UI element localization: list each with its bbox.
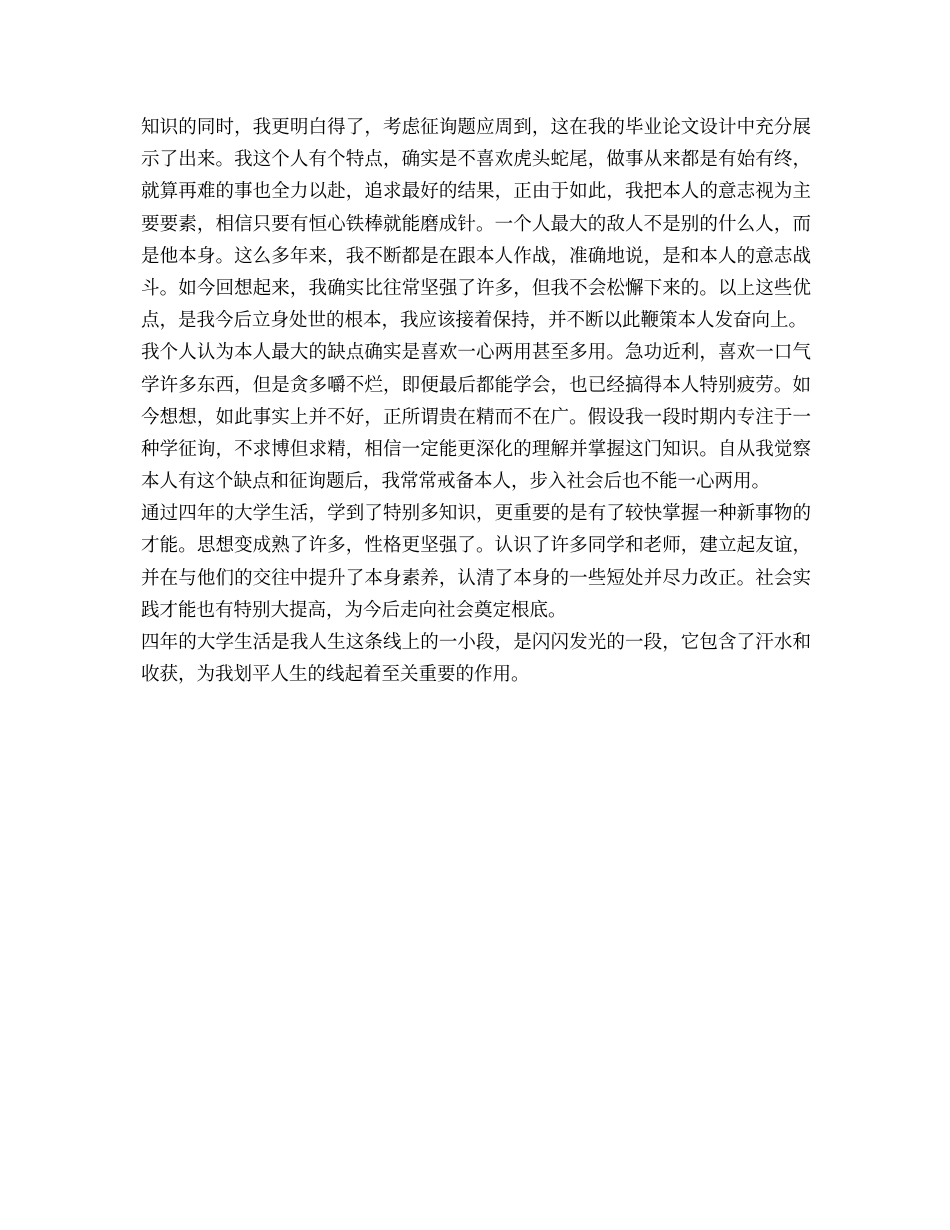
- text-line: 践才能也有特别大提高，为今后走向社会奠定根底。: [141, 599, 567, 621]
- paragraph-1: [141, 112, 811, 337]
- text-line: 示了出来。我这个人有个特点，确实是不喜欢虎头蛇尾，做事从来都是有始有终，: [141, 149, 811, 171]
- paragraph-2: [141, 337, 811, 498]
- text-line: 学许多东西，但是贪多嚼不烂，即便最后都能学会，也已经搞得本人特别疲劳。如: [141, 374, 811, 396]
- text-line: 就算再难的事也全力以赴，追求最好的结果，正由于如此，我把本人的意志视为主: [141, 181, 811, 203]
- text-line: 本人有这个缺点和征询题后，我常常戒备本人，步入社会后也不能一心两用。: [141, 471, 771, 493]
- text-line: 要要素，相信只要有恒心铁棒就能磨成针。一个人最大的敌人不是别的什么人，而: [141, 213, 811, 235]
- text-line: 收获，为我划平人生的线起着至关重要的作用。: [141, 664, 530, 686]
- text-line: 并在与他们的交往中提升了本身素养，认清了本身的一些短处并尽力改正。社会实: [141, 567, 811, 589]
- text-line: 我个人认为本人最大的缺点确实是喜欢一心两用甚至多用。急功近利，喜欢一口气: [141, 342, 811, 364]
- paragraph-4: [141, 627, 811, 691]
- text-line: 是他本身。这么多年来，我不断都是在跟本人作战，准确地说，是和本人的意志战: [141, 245, 811, 267]
- text-line: 通过四年的大学生活，学到了特别多知识，更重要的是有了较快掌握一种新事物的: [141, 503, 811, 525]
- paragraph-3: [141, 498, 811, 627]
- text-line: 知识的同时，我更明白得了，考虑征询题应周到，这在我的毕业论文设计中充分展: [141, 117, 811, 138]
- text-line: 点，是我今后立身处世的根本，我应该接着保持，并不断以此鞭策本人发奋向上。: [141, 310, 808, 332]
- text-line: 种学征询，不求博但求精，相信一定能更深化的理解并掌握这门知识。自从我觉察: [141, 438, 811, 460]
- text-line: 斗。如今回想起来，我确实比往常坚强了许多，但我不会松懈下来的。以上这些优: [141, 277, 811, 299]
- body-text: [141, 112, 811, 691]
- text-line: 四年的大学生活是我人生这条线上的一小段，是闪闪发光的一段，它包含了汗水和: [141, 632, 811, 653]
- text-line: 才能。思想变成熟了许多，性格更坚强了。认识了许多同学和老师，建立起友谊，: [141, 535, 811, 557]
- text-line: 今想想，如此事实上并不好，正所谓贵在精而不在广。假设我一段时期内专注于一: [141, 406, 811, 428]
